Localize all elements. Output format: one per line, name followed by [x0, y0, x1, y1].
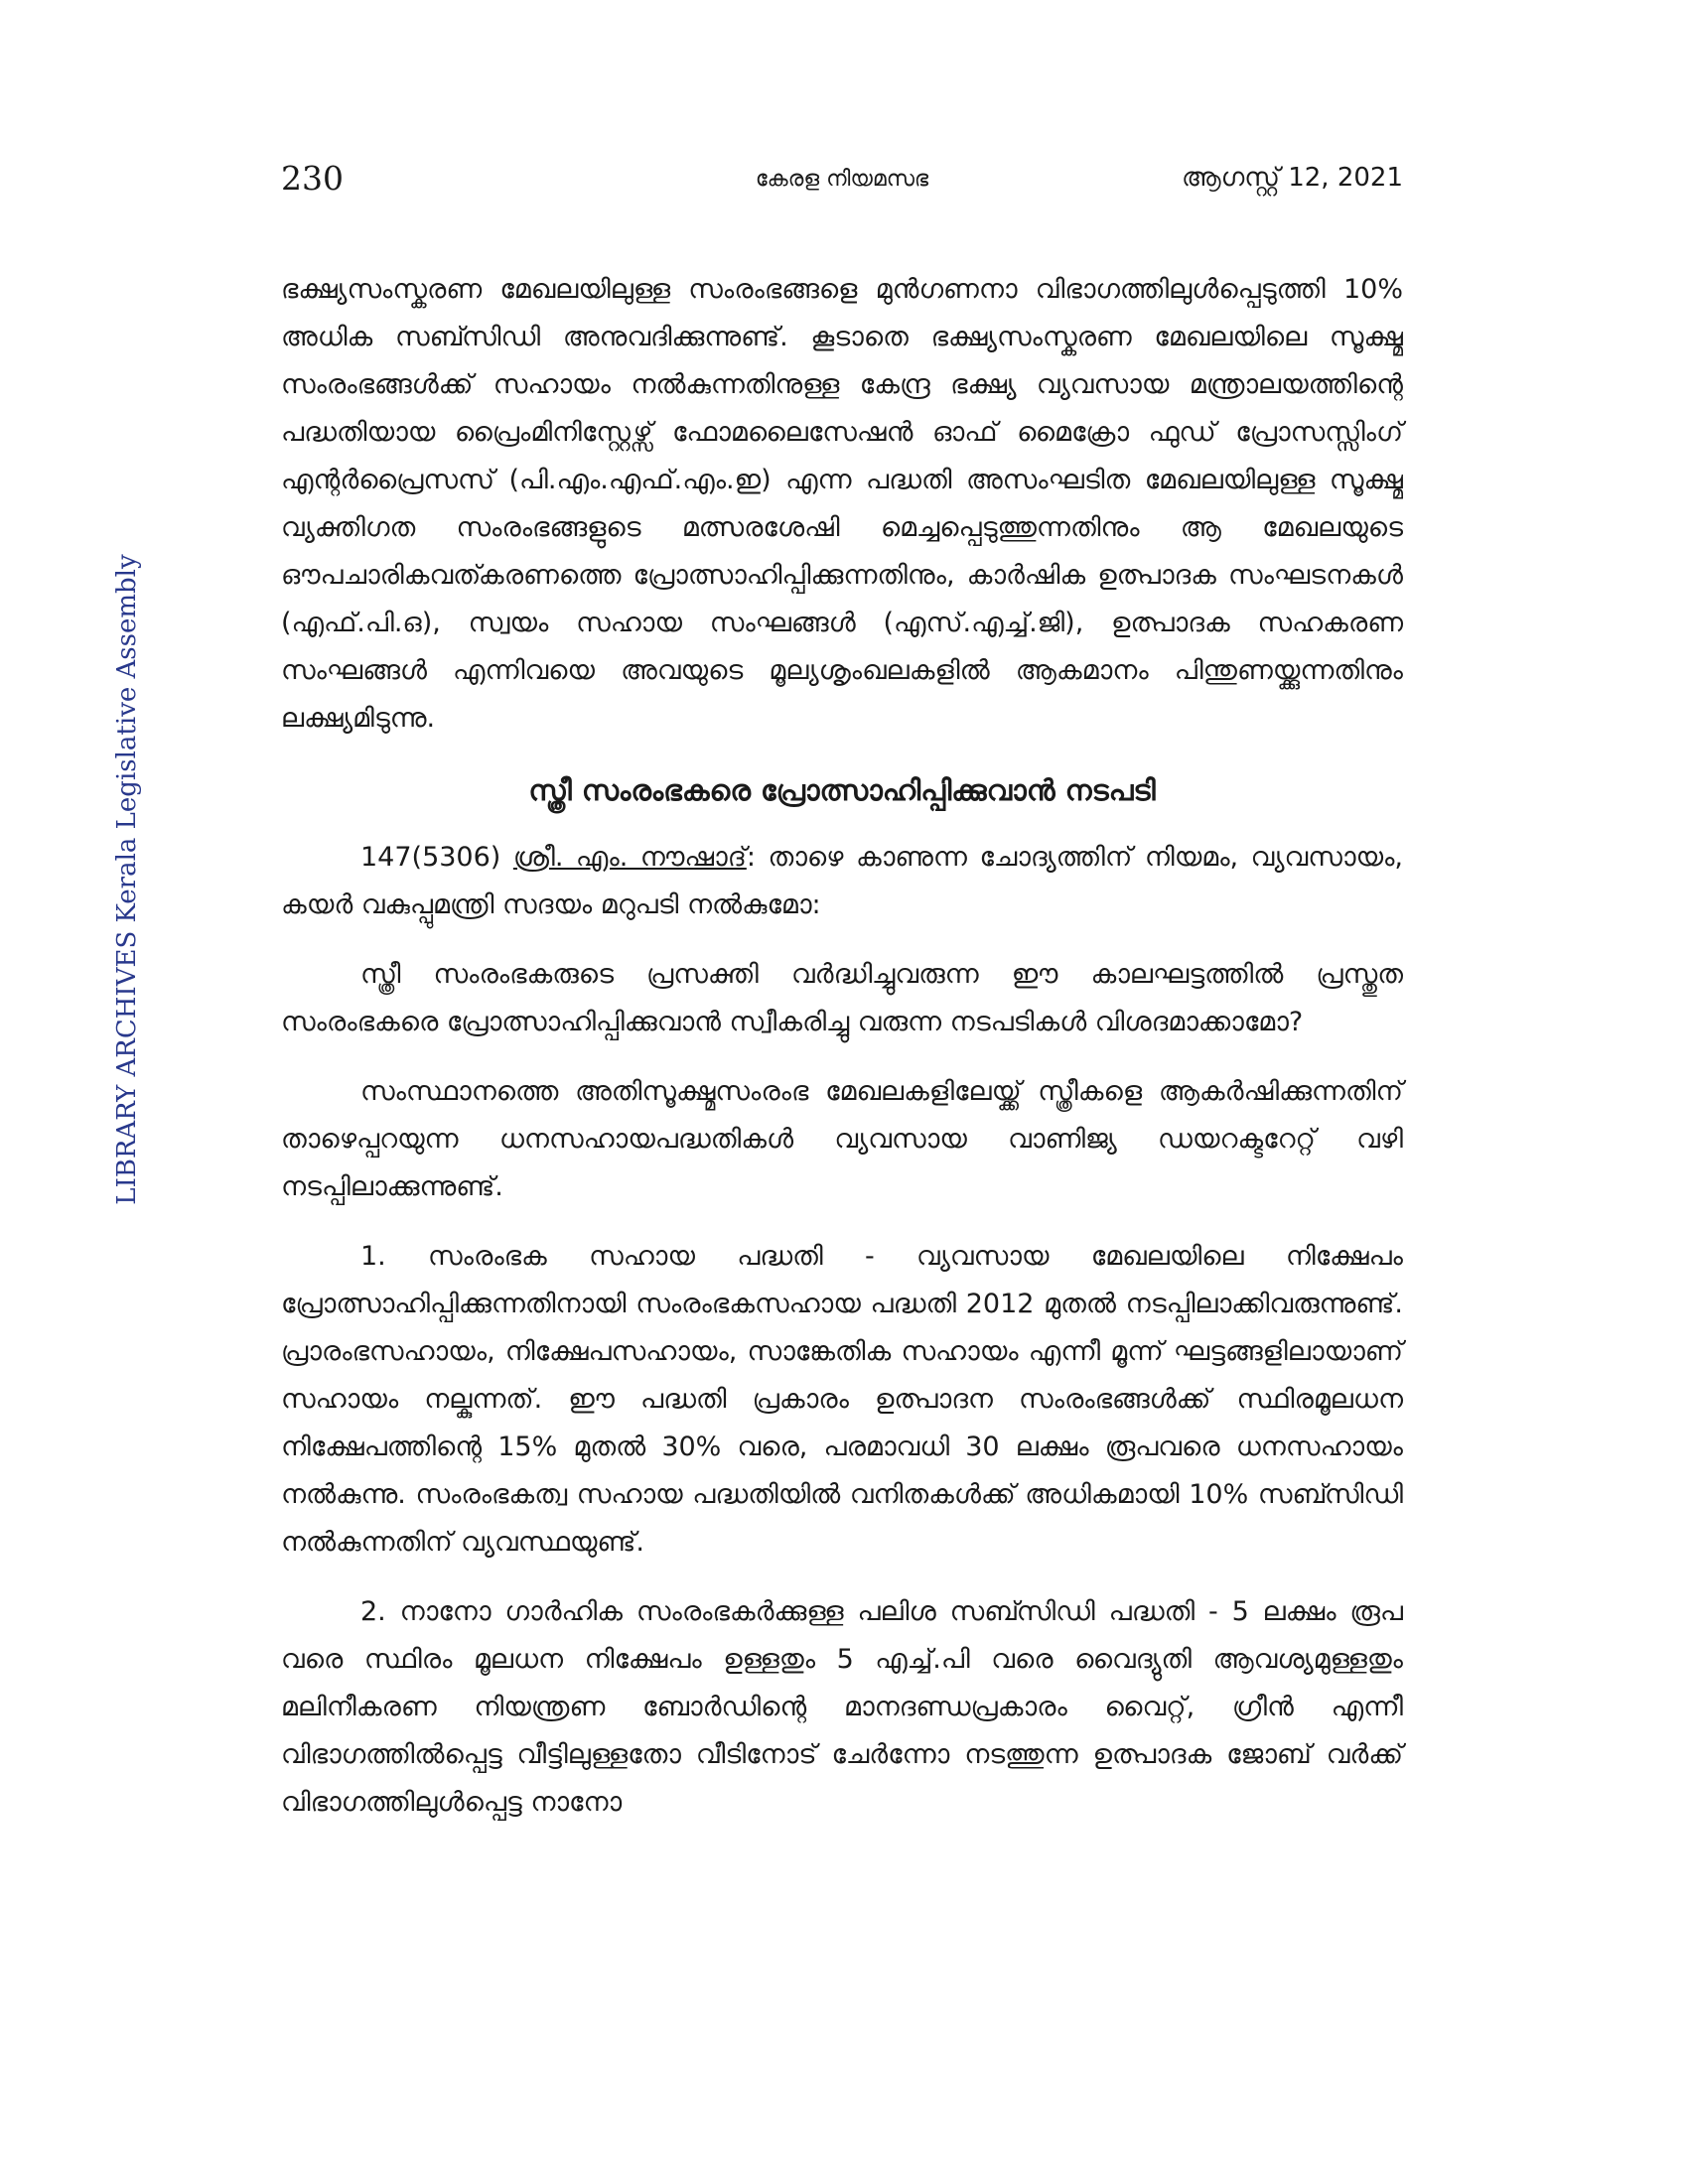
page-number: 230	[281, 159, 344, 198]
intro-paragraph: ഭക്ഷ്യസംസ്കരണ മേഖലയിലുള്ള സംരംഭങ്ങളെ മുൻഗണനാ വിഭാഗത്തിലുൾപ്പെടുത്തി 10% അധിക സബ്സിഡി അനുവദിക്കുന്നുണ്ട്. കൂടാതെ ഭക്ഷ്യസംസ്കരണ മേഖലയിലെ സൂക്ഷ്മ സംരംഭങ്ങൾക്ക് സഹായം നൽകുന്നതിനുള്ള കേന്ദ്ര ഭക്ഷ്യ വ്യവസായ മന്ത്രാലയത്തിന്റെ പദ്ധതിയായ പ്രൈംമിനിസ്റ്റേഴ്സ് ഫോമലൈസേഷൻ ഓഫ് മൈക്രോ ഫുഡ് പ്രോസസ്സിംഗ് എന്റർപ്രൈസസ് (പി.എം.എഫ്.എം.ഇ) എന്ന പദ്ധതി അസംഘടിത മേഖലയിലുള്ള സൂക്ഷ്മ വ്യക്തിഗത സംരംഭങ്ങളുടെ മത്സരശേഷി മെച്ചപ്പെടുത്തുന്നതിനും ആ മേഖലയുടെ ഔപചാരികവത്കരണത്തെ പ്രോത്സാഹിപ്പിക്കുന്നതിനും, കാർഷിക ഉത്പാദക സംഘടനകൾ (എഫ്.പി.ഒ), സ്വയം സഹായ സംഘങ്ങൾ (എസ്.എച്ച്.ജി), ഉത്പാദക സഹകരണ സംഘങ്ങൾ എന്നിവയെ അവയുടെ മൂല്യശൃംഖലകളിൽ ആകമാനം പിന്തുണയ്ക്കുന്നതിനും ലക്ഷ്യമിടുന്നു.	[281, 274, 1403, 734]
question-text: സ്ത്രീ സംരംഭകരുടെ പ്രസക്തി വർദ്ധിച്ചുവരുന്ന ഈ കാലഘട്ടത്തിൽ പ്രസ്തുത സംരംഭകരെ പ്രോത്സാഹിപ്പിക്കുവാൻ സ്വീകരിച്ചു വരുന്ന നടപടികൾ വിശദമാക്കാമോ?	[281, 959, 1403, 1037]
watermark-text: LIBRARY ARCHIVES Kerala Legislative Assembly	[112, 554, 142, 1205]
question-paragraph	[281, 834, 1403, 929]
answer-item-2: 2. നാനോ ഗാർഹിക സംരംഭകർക്കുള്ള പലിശ സബ്സിഡി പദ്ധതി - 5 ലക്ഷം രൂപ വരെ സ്ഥിരം മൂലധന നിക്ഷേപം ഉള്ളതും 5 എച്ച്.പി വരെ വൈദ്യുതി ആവശ്യമുള്ളതും മലിനീകരണ നിയന്ത്രണ ബോർഡിന്റെ മാനദണ്ഡപ്രകാരം വൈറ്റ്, ഗ്രീൻ എന്നീ വിഭാഗത്തിൽപ്പെട്ട വീട്ടിലുള്ളതോ വീടിനോട് ചേർന്നോ നടത്തുന്ന ഉത്പാദക ജോബ് വർക്ക് വിഭാഗത്തിലുൾപ്പെട്ട നാനോ	[281, 1596, 1403, 1818]
question-member: ശ്രീ. എം. നൗഷാദ്	[512, 842, 747, 873]
page-content	[281, 266, 1403, 1827]
header-date: ആഗസ്റ്റ് 12, 2021	[1182, 163, 1403, 193]
answer-item-1: 1. സംരംഭക സഹായ പദ്ധതി - വ്യവസായ മേഖലയിലെ നിക്ഷേപം പ്രോത്സാഹിപ്പിക്കുന്നതിനായി സംരംഭകസഹായ പദ്ധതി 2012 മുതൽ നടപ്പിലാക്കിവരുന്നുണ്ട്. പ്രാരംഭസഹായം, നിക്ഷേപസഹായം, സാങ്കേതിക സഹായം എന്നീ മൂന്ന് ഘട്ടങ്ങളിലായാണ് സഹായം നല്കുന്നത്. ഈ പദ്ധതി പ്രകാരം ഉത്പാദന സംരംഭങ്ങൾക്ക് സ്ഥിരമൂലധന നിക്ഷേപത്തിന്റെ 15% മുതൽ 30% വരെ, പരമാവധി 30 ലക്ഷം രൂപവരെ ധനസഹായം നൽകുന്നു. സംരംഭകത്വ സഹായ പദ്ധതിയിൽ വനിതകൾക്ക് അധികമായി 10% സബ്സിഡി നൽകുന്നതിന് വ്യവസ്ഥയുണ്ട്.	[281, 1241, 1403, 1558]
answer-intro: സംസ്ഥാനത്തെ അതിസൂക്ഷ്മസംരംഭ മേഖലകളിലേയ്ക്ക് സ്ത്രീകളെ ആകർഷിക്കുന്നതിന് താഴെപ്പറയുന്ന ധനസഹായപദ്ധതികൾ വ്യവസായ വാണിജ്യ ഡയറക്ടറേറ്റ് വഴി നടപ്പിലാക്കുന്നുണ്ട്.	[281, 1076, 1403, 1202]
section-heading: സ്ത്രീ സംരംഭകരെ പ്രോത്സാഹിപ്പിക്കുവാൻ നടപടി	[528, 773, 1156, 807]
question-prompt: : താഴെ കാണുന്ന ചോദ്യത്തിന് നിയമം, വ്യവസായം, കയർ വകുപ്പുമന്ത്രി സദയം മറുപടി നൽകുമോ:	[281, 842, 1403, 920]
header-title: കേരള നിയമസഭ	[755, 167, 929, 192]
question-number: 147(5306)	[360, 842, 501, 873]
page-header	[281, 159, 1403, 208]
